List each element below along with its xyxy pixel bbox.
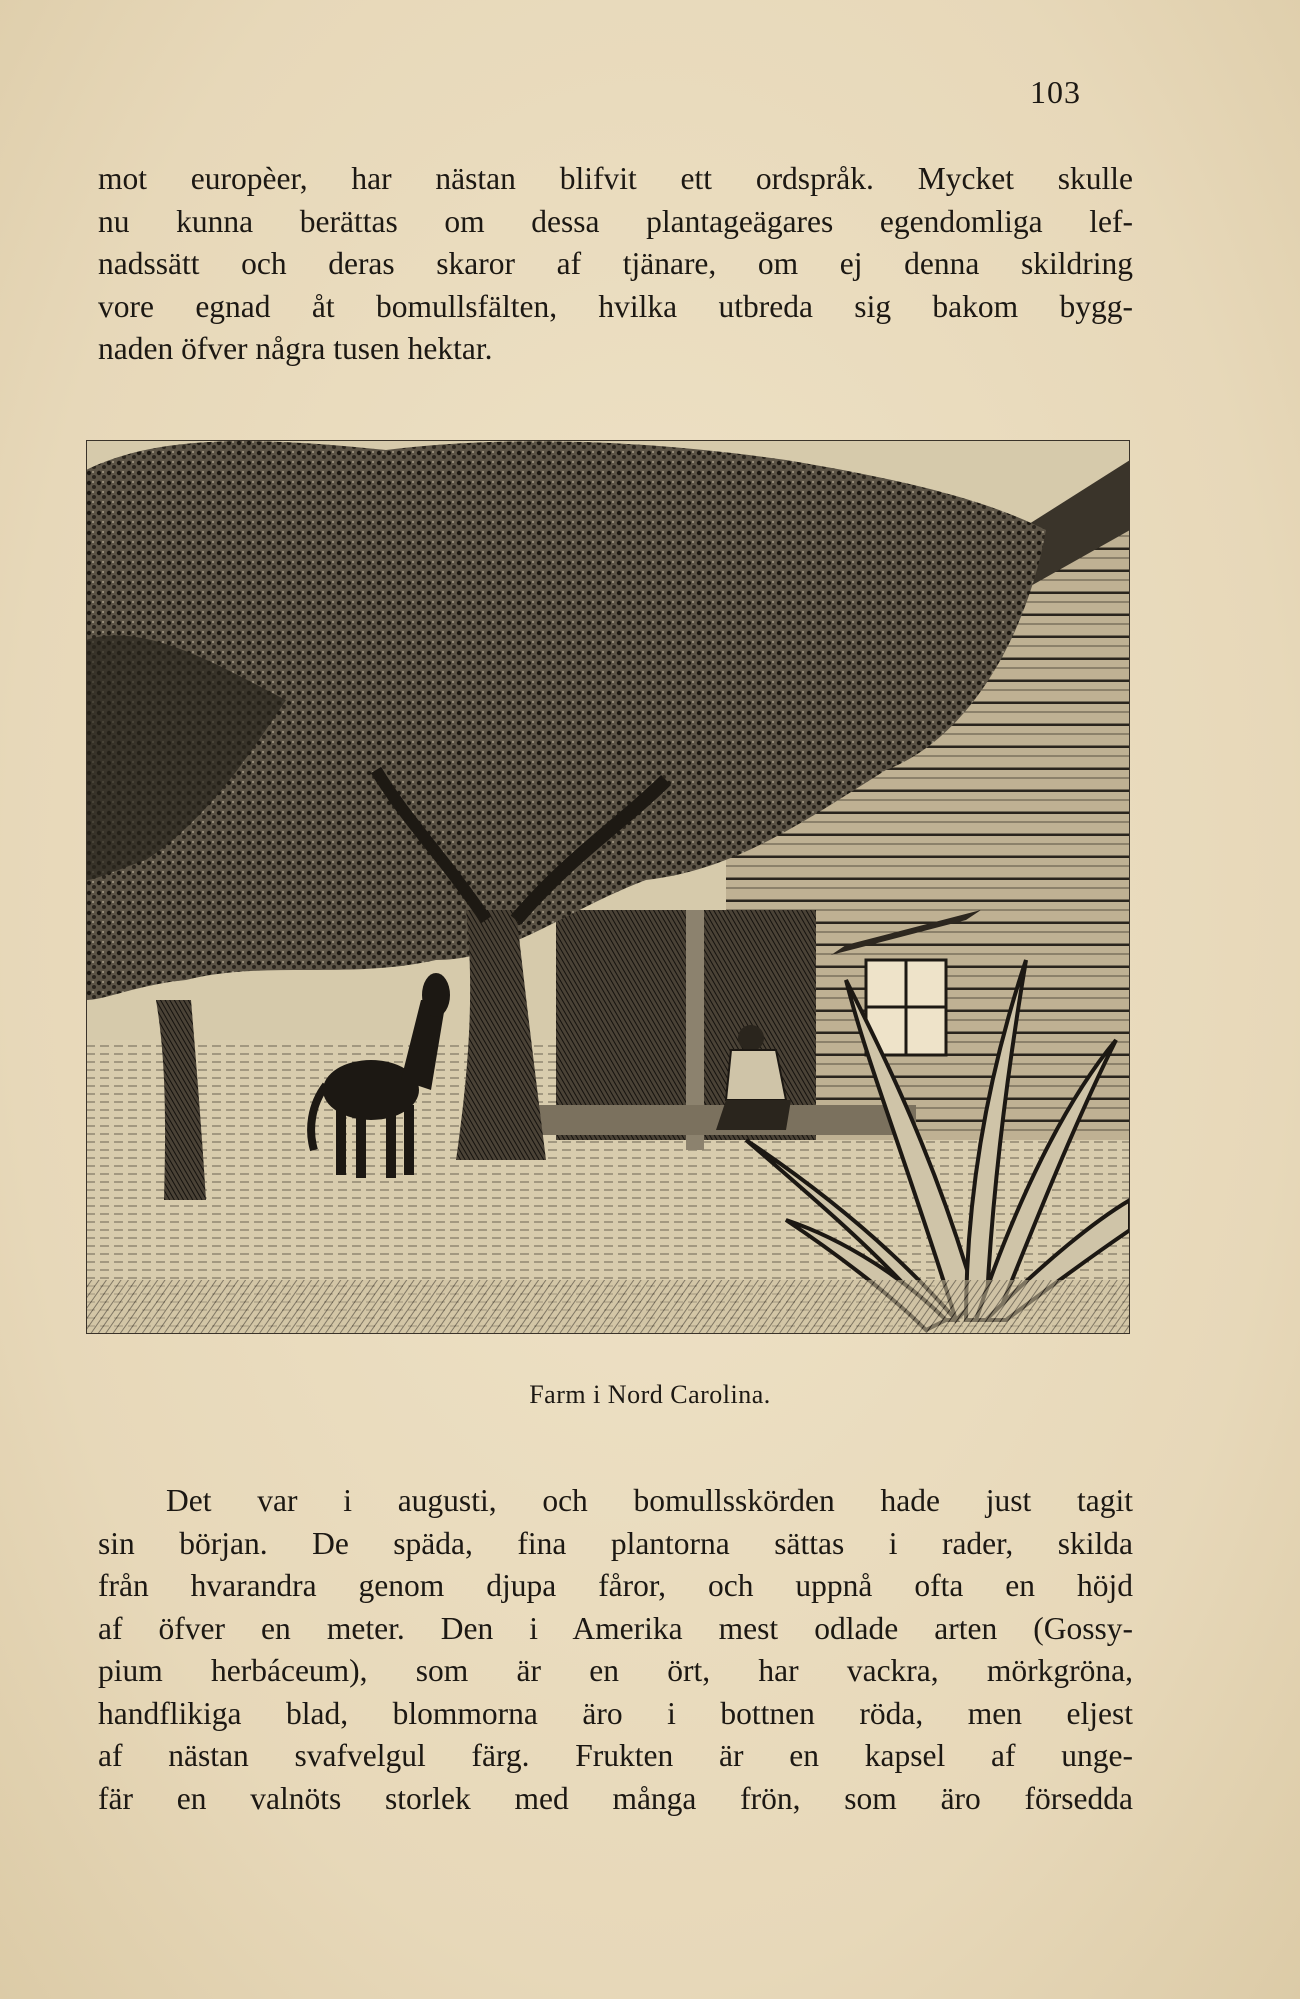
text-line: nadssätt och deras skaror af tjänare, om ej denna skildring [98, 246, 1133, 281]
text-line: naden öfver några tusen hektar. [98, 331, 493, 366]
text-line: från hvarandra genom djupa fåror, och uppnå ofta en höjd [98, 1568, 1133, 1603]
text-line: Det var i augusti, och bomullsskörden hade just tagit [166, 1483, 1133, 1518]
text-line: af nästan svafvelgul färg. Frukten är en kapsel af unge- [98, 1738, 1133, 1773]
text-line: sin början. De späda, fina plantorna sättas i rader, skilda [98, 1525, 1133, 1561]
illustration-caption: Farm i Nord Carolina. [529, 1380, 771, 1409]
text-line: fär en valnöts storlek med många frön, som äro försedda [98, 1780, 1133, 1816]
page-number: 103 [1030, 74, 1081, 110]
text-line: nu kunna berättas om dessa plantageägares egendomliga lef- [98, 203, 1133, 239]
text-line: pium herbáceum), som är en ört, har vackra, mörkgröna, [98, 1653, 1133, 1688]
text-line: vore egnad åt bomullsfälten, hvilka utbreda sig bakom bygg- [98, 288, 1133, 324]
text-line: handflikiga blad, blommorna äro i bottnen röda, men eljest [98, 1695, 1133, 1731]
text-line: af öfver en meter. Den i Amerika mest odlade arten (Gossy- [98, 1610, 1133, 1646]
bottom-paragraph [98, 1480, 1133, 1820]
text-line: mot europèer, har nästan blifvit ett ordspråk. Mycket skulle [98, 161, 1133, 196]
top-paragraph [98, 158, 1133, 371]
farm-engraving-illustration [86, 440, 1130, 1334]
